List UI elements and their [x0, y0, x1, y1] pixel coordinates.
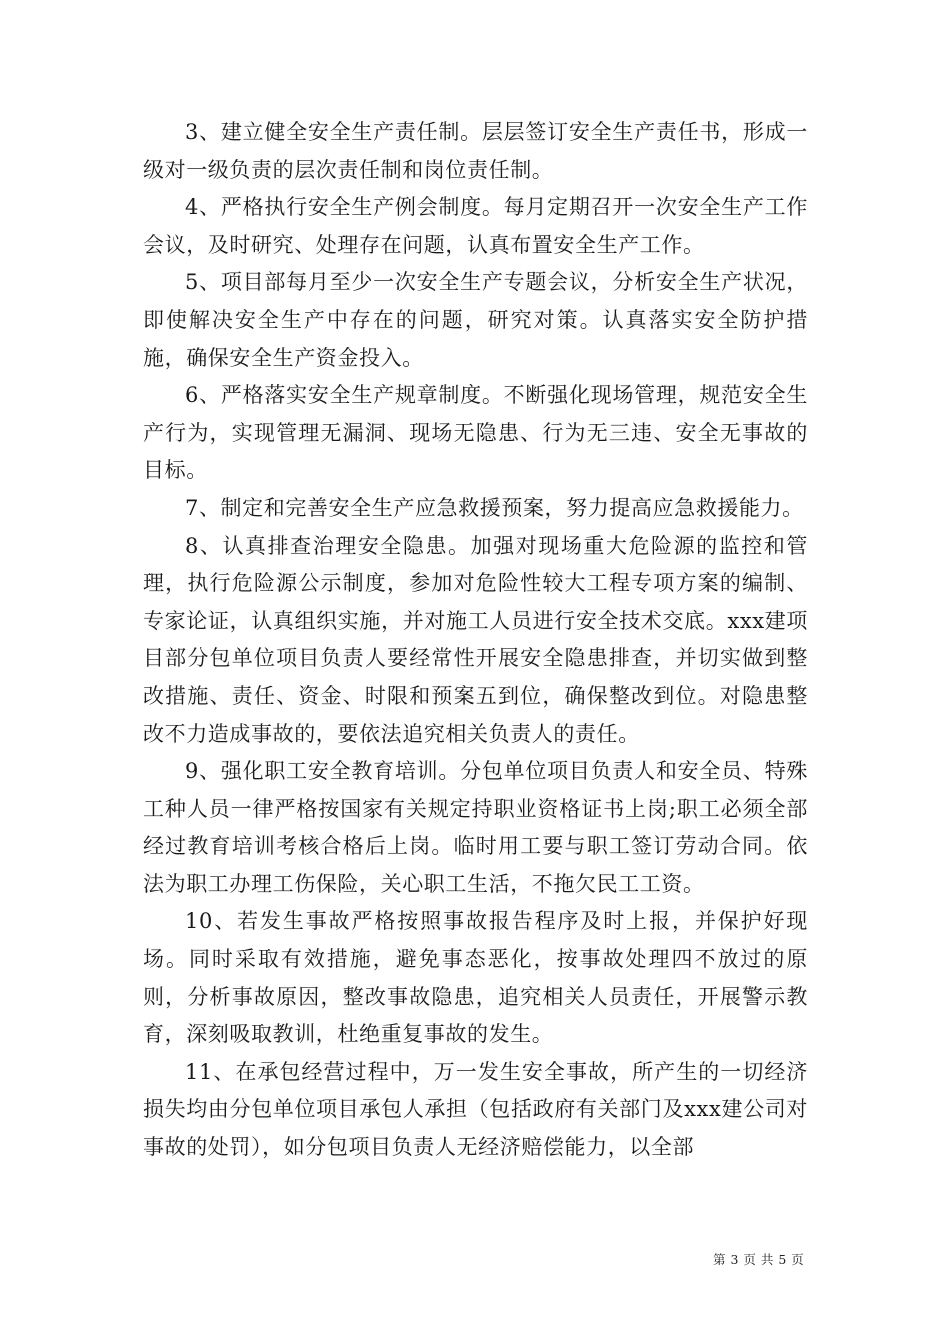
paragraph-item-4: 4、严格执行安全生产例会制度。每月定期召开一次安全生产工作会议，及时研究、处理存在问题，认真布置安全生产工作。	[143, 195, 808, 257]
document-body	[143, 114, 808, 1167]
page-number-footer: 第 3 页 共 5 页	[713, 1252, 805, 1267]
paragraph-item-11: 11、在承包经营过程中，万一发生安全事故，所产生的一切经济损失均由分包单位项目承包人承担（包括政府有关部门及xxx建公司对事故的处罚），如分包项目负责人无经济赔偿能力，以全部	[143, 1059, 808, 1160]
paragraph-item-6: 6、严格落实安全生产规章制度。不断强化现场管理，规范安全生产行为，实现管理无漏洞、现场无隐患、行为无三违、安全无事故的目标。	[143, 383, 808, 483]
paragraph-item-7: 7、制定和完善安全生产应急救援预案，努力提高应急救援能力。	[185, 495, 804, 520]
paragraph-item-10: 10、若发生事故严格按照事故报告程序及时上报，并保护好现场。同时采取有效措施，避免事态恶化，按事故处理四不放过的原则，分析事故原因，整改事故隐患，追究相关人员责任，开展警示教育，深刻吸取教训，杜绝重复事故的发生。	[143, 909, 808, 1047]
paragraph-item-5: 5、项目部每月至少一次安全生产专题会议，分析安全生产状况，即使解决安全生产中存在的问题，研究对策。认真落实安全防护措施，确保安全生产资金投入。	[143, 270, 808, 370]
paragraph-item-9: 9、强化职工安全教育培训。分包单位项目负责人和安全员、特殊工种人员一律严格按国家有关规定持职业资格证书上岗;职工必须全部经过教育培训考核合格后上岗。临时用工要与职工签订劳动合同。依法为职工办理工伤保险，关心职工生活，不拖欠民工工资。	[143, 759, 808, 896]
paragraph-item-3: 3、建立健全安全生产责任制。层层签订安全生产责任书，形成一级对一级负责的层次责任制和岗位责任制。	[143, 120, 808, 182]
paragraph-item-8: 8、认真排查治理安全隐患。加强对现场重大危险源的监控和管理，执行危险源公示制度，参加对危险性较大工程专项方案的编制、专家论证，认真组织实施，并对施工人员进行安全技术交底。xxx建项目部分包单位项目负责人要经常性开展安全隐患排查，并切实做到整改措施、责任、资金、时限和预案五到位，确保整改到位。对隐患整改不力造成事故的，要依法追究相关负责人的责任。	[143, 533, 808, 746]
